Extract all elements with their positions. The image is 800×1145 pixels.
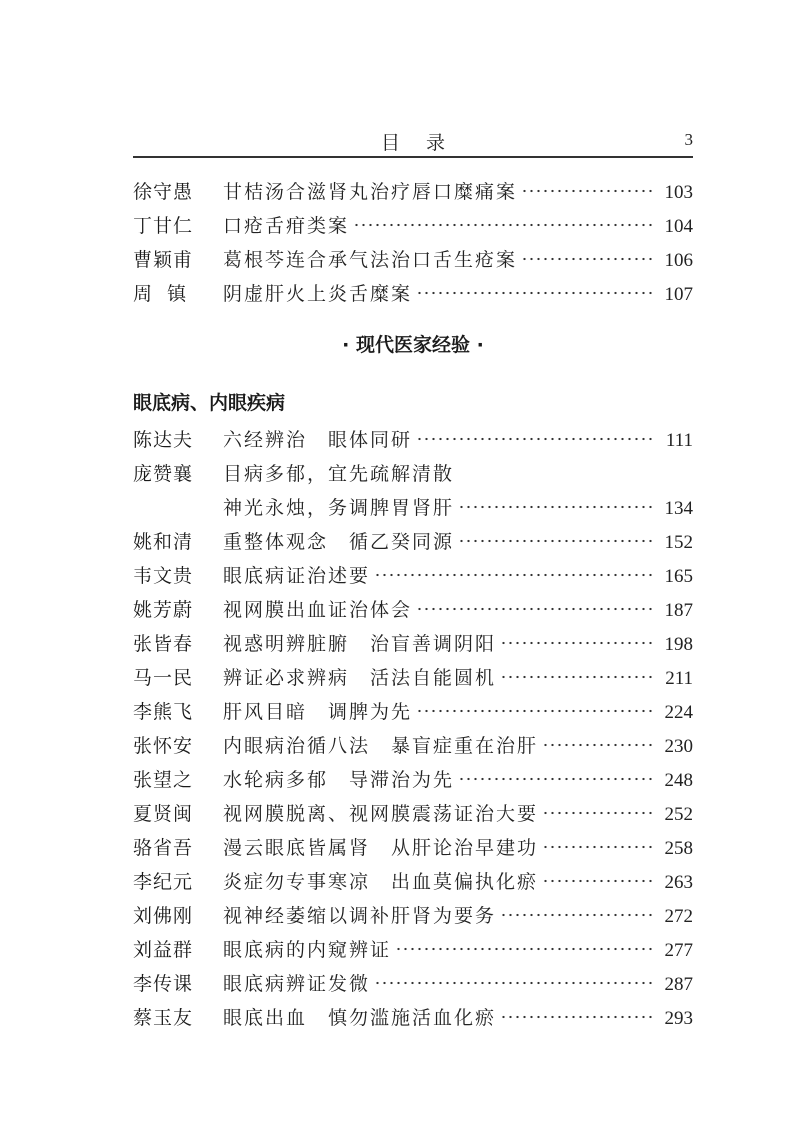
entry-title: 阴虚肝火上炎舌糜案	[223, 283, 413, 305]
entry-title-wrap	[223, 831, 659, 865]
entry-page-number: 248	[664, 770, 693, 791]
entry-author: 刘益群	[133, 939, 194, 961]
entry-title: 六经辨治 眼体同研	[223, 429, 413, 451]
entry-title-wrap	[223, 865, 659, 899]
toc-entry[interactable]	[133, 967, 693, 1001]
entry-author: 李传课	[133, 973, 194, 995]
dot-leader	[416, 291, 653, 295]
entries-before-list	[133, 175, 693, 311]
toc-entry[interactable]	[133, 695, 693, 729]
entry-page-number: 198	[664, 634, 693, 655]
entry-page-number: 104	[664, 216, 693, 237]
dot-leader	[374, 981, 653, 985]
dot-leader	[353, 223, 653, 227]
category-heading: 眼底病、内眼疾病	[133, 392, 286, 414]
toc-entry[interactable]	[133, 423, 693, 457]
entry-title: 内眼病治循八法 暴盲症重在治肝	[223, 735, 539, 757]
entry-page-number: 165	[664, 566, 693, 587]
toc-entry[interactable]	[133, 831, 693, 865]
entry-title: 视网膜脱离、视网膜震荡证治大要	[223, 803, 539, 825]
entry-author: 周 镇	[133, 283, 188, 305]
entry-author: 丁甘仁	[133, 215, 194, 237]
dot-leader	[416, 437, 653, 441]
toc-entry[interactable]	[133, 457, 693, 491]
toc-entry[interactable]	[133, 797, 693, 831]
entry-author: 曹颖甫	[133, 249, 194, 271]
entry-title: 重整体观念 循乙癸同源	[223, 531, 455, 553]
entry-page-number: 293	[664, 1008, 693, 1029]
dot-leader	[458, 777, 653, 781]
entry-title-wrap	[223, 209, 659, 243]
entry-title-wrap	[223, 1001, 659, 1035]
entry-page-number: 224	[664, 702, 693, 723]
dot-leader	[500, 1015, 653, 1019]
entry-title-wrap	[223, 967, 659, 1001]
entry-title-wrap	[223, 243, 659, 277]
entry-author: 刘佛刚	[133, 905, 194, 927]
entry-title-wrap	[223, 457, 659, 491]
dot-leader	[458, 505, 653, 509]
entry-page-number: 258	[664, 838, 693, 859]
entry-author: 姚芳蔚	[133, 599, 194, 621]
entry-title-wrap	[223, 423, 659, 457]
dot-leader	[542, 743, 653, 747]
entry-title-wrap	[223, 277, 659, 311]
entry-title-wrap	[223, 559, 659, 593]
header-title: 目录	[380, 132, 471, 154]
section-heading: · 现代医家经验 ·	[342, 334, 484, 356]
toc-entry[interactable]	[133, 175, 693, 209]
entry-title: 视神经萎缩以调补肝肾为要务	[223, 905, 497, 927]
entry-author: 陈达夫	[133, 429, 194, 451]
toc-entry[interactable]	[133, 1001, 693, 1035]
entry-author: 夏贤闽	[133, 803, 194, 825]
toc-entry[interactable]	[133, 661, 693, 695]
entry-title: 水轮病多郁 导滞治为先	[223, 769, 455, 791]
entry-author: 姚和清	[133, 531, 194, 553]
entry-title: 漫云眼底皆属肾 从肝论治早建功	[223, 837, 539, 859]
entry-title-wrap	[223, 525, 659, 559]
entry-title: 炎症勿专事寒凉 出血莫偏执化瘀	[223, 871, 539, 893]
toc-entry[interactable]	[133, 277, 693, 311]
entry-title: 眼底病的内窥辨证	[223, 939, 392, 961]
table-of-contents	[133, 175, 693, 1035]
toc-entry[interactable]	[133, 559, 693, 593]
entry-page-number: 272	[664, 906, 693, 927]
dot-leader	[416, 709, 653, 713]
entry-author: 张望之	[133, 769, 194, 791]
entry-page-number: 187	[664, 600, 693, 621]
entry-author: 张怀安	[133, 735, 194, 757]
dot-leader	[374, 573, 653, 577]
header-rule	[133, 156, 693, 158]
dot-leader	[500, 675, 653, 679]
entry-title: 口疮舌疳类案	[223, 215, 350, 237]
entry-title: 眼底病辨证发微	[223, 973, 371, 995]
toc-entry[interactable]	[133, 627, 693, 661]
dot-leader	[500, 913, 653, 917]
entry-author: 张皆春	[133, 633, 194, 655]
entry-author: 蔡玉友	[133, 1007, 194, 1029]
entry-title: 神光永烛，务调脾胃肾肝	[223, 497, 455, 519]
running-header	[133, 124, 693, 154]
entry-title-wrap	[223, 627, 659, 661]
entry-title: 肝风目暗 调脾为先	[223, 701, 413, 723]
dot-leader	[542, 811, 653, 815]
entry-title-wrap	[223, 933, 659, 967]
entry-title-wrap	[223, 763, 659, 797]
entry-page-number: 211	[665, 668, 693, 689]
dot-leader	[542, 845, 653, 849]
entry-title: 葛根芩连合承气法治口舌生疮案	[223, 249, 518, 271]
dot-leader	[521, 257, 653, 261]
toc-entry[interactable]	[133, 491, 693, 525]
dot-leader	[542, 879, 653, 883]
entry-title: 视网膜出血证治体会	[223, 599, 413, 621]
toc-entry[interactable]	[133, 243, 693, 277]
toc-entry[interactable]	[133, 593, 693, 627]
entry-title-wrap	[223, 797, 659, 831]
entry-page-number: 287	[664, 974, 693, 995]
entry-title: 甘桔汤合滋肾丸治疗唇口糜痛案	[223, 181, 518, 203]
toc-entry[interactable]	[133, 525, 693, 559]
entry-title-wrap	[223, 695, 659, 729]
entry-author: 马一民	[133, 667, 194, 689]
dot-leader	[521, 189, 653, 193]
entry-title: 辨证必求辨病 活法自能圆机	[223, 667, 497, 689]
entry-author: 徐守愚	[133, 181, 194, 203]
entry-title-wrap	[223, 661, 659, 695]
entry-title-wrap	[223, 491, 659, 525]
entry-author: 李熊飞	[133, 701, 194, 723]
entry-page-number: 152	[664, 532, 693, 553]
entry-title-wrap	[223, 593, 659, 627]
dot-leader	[395, 947, 653, 951]
entry-title-wrap	[223, 175, 659, 209]
entry-title: 目病多郁，宜先疏解清散	[223, 463, 455, 485]
toc-entry[interactable]	[133, 209, 693, 243]
entry-author: 庞赞襄	[133, 463, 194, 485]
entry-page-number: 230	[664, 736, 693, 757]
entry-title: 眼底出血 慎勿滥施活血化瘀	[223, 1007, 497, 1029]
toc-entry[interactable]	[133, 763, 693, 797]
toc-entry[interactable]	[133, 865, 693, 899]
entry-page-number: 107	[664, 284, 693, 305]
entry-author: 骆省吾	[133, 837, 194, 859]
entries-list	[133, 423, 693, 1035]
toc-entry[interactable]	[133, 899, 693, 933]
toc-entry[interactable]	[133, 933, 693, 967]
entry-title: 眼底病证治述要	[223, 565, 371, 587]
entry-title-wrap	[223, 729, 659, 763]
header-page-number: 3	[684, 130, 693, 149]
toc-entry[interactable]	[133, 729, 693, 763]
entry-title: 视惑明辨脏腑 治盲善调阴阳	[223, 633, 497, 655]
entry-page-number: 106	[664, 250, 693, 271]
entry-page-number: 111	[665, 430, 693, 451]
entry-page-number: 277	[664, 940, 693, 961]
entry-page-number: 263	[664, 872, 693, 893]
entry-page-number: 103	[664, 182, 693, 203]
entry-page-number: 134	[664, 498, 693, 519]
entry-author: 李纪元	[133, 871, 194, 893]
dot-leader	[416, 607, 653, 611]
entry-author: 韦文贵	[133, 565, 194, 587]
dot-leader	[458, 539, 653, 543]
entry-title-wrap	[223, 899, 659, 933]
entry-page-number: 252	[664, 804, 693, 825]
dot-leader	[500, 641, 653, 645]
